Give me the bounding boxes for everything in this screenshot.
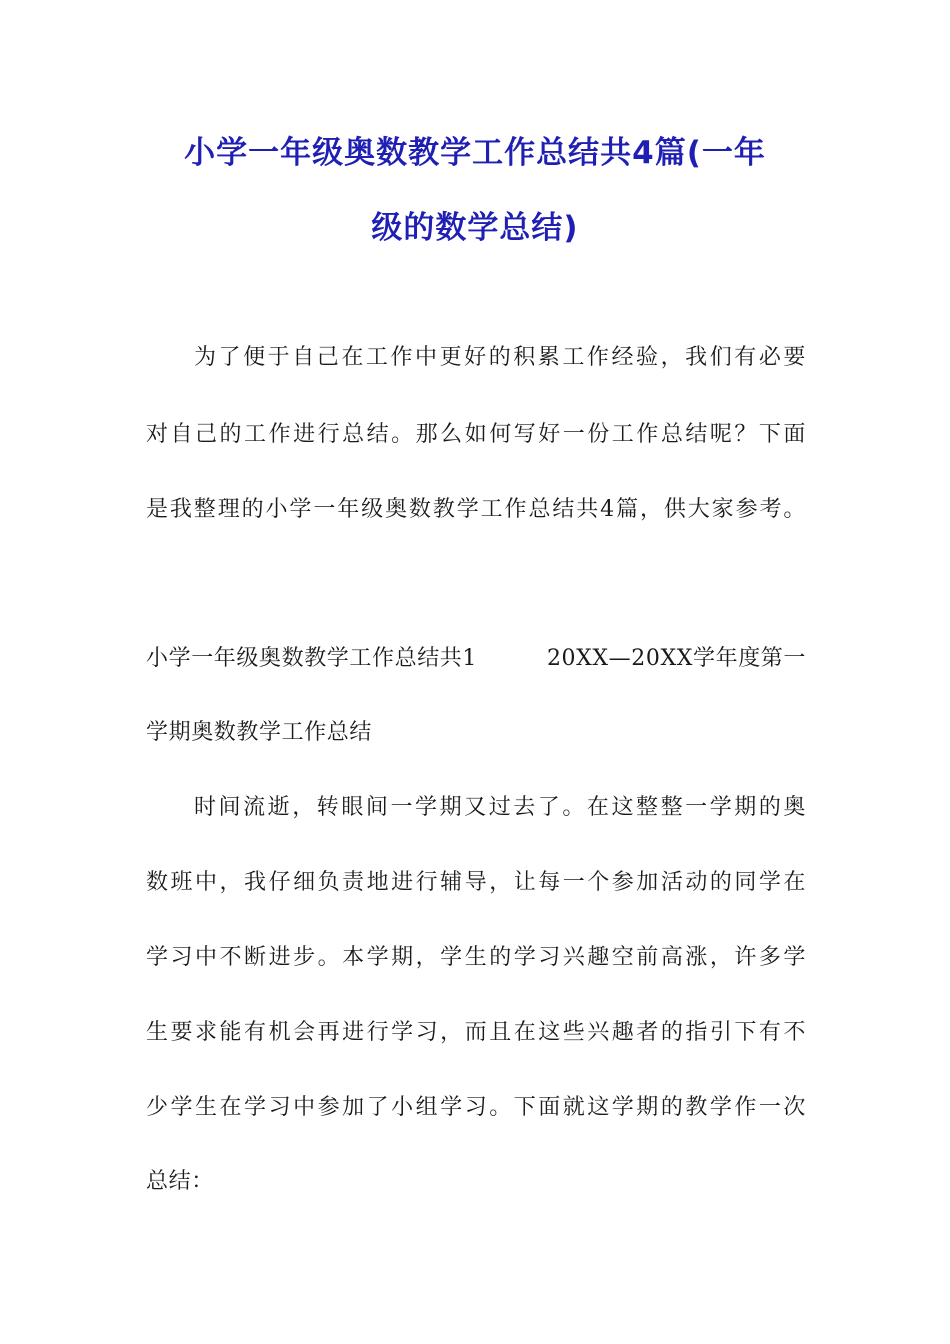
document-title-line-2: 级的数学总结) <box>371 210 579 246</box>
section-1-heading <box>146 644 806 674</box>
section-1-para-line-3: 学习中不断进步。本学期，学生的学习兴趣空前高涨，许多学 <box>146 945 806 970</box>
document-title-line-1: 小学一年级奥数教学工作总结共4篇(一年 <box>184 135 766 171</box>
intro-line-2: 对自己的工作进行总结。那么如何写好一份工作总结呢？下面 <box>146 422 806 447</box>
section-1-heading-period: 20XX—20XX学年度第一 <box>546 646 806 671</box>
section-1-para-line-5: 少学生在学习中参加了小组学习。下面就这学期的教学作一次 <box>146 1095 806 1120</box>
section-1-para-line-1: 时间流逝，转眼间一学期又过去了。在这整整一学期的奥 <box>194 795 806 820</box>
section-1-para-line-4: 生要求能有机会再进行学习，而且在这些兴趣者的指引下有不 <box>146 1020 806 1045</box>
section-1-heading-title: 小学一年级奥数教学工作总结共1 <box>146 646 477 671</box>
section-1-heading-continued: 学期奥数教学工作总结 <box>146 720 373 745</box>
section-1-para-line-2: 数班中，我仔细负责地进行辅导，让每一个参加活动的同学在 <box>146 870 806 895</box>
intro-line-3: 是我整理的小学一年级奥数教学工作总结共4篇，供大家参考。 <box>146 497 806 522</box>
intro-line-1: 为了便于自己在工作中更好的积累工作经验，我们有必要 <box>194 345 806 370</box>
section-1-para-line-6: 总结： <box>146 1169 214 1194</box>
